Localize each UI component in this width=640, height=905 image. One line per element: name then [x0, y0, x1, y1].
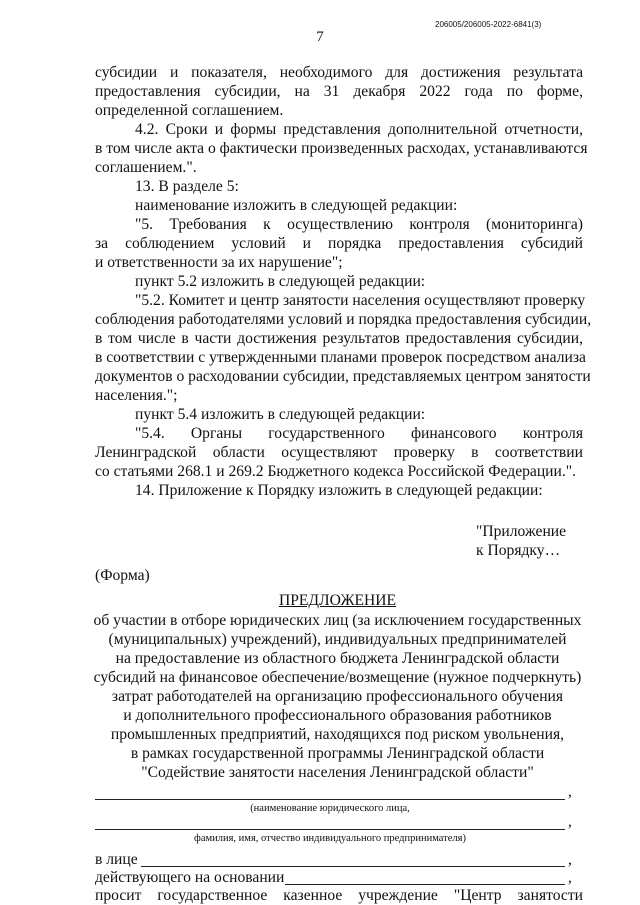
body-line: со статьями 268.1 и 269.2 Бюджетного кодекса Российской Федерации.".	[95, 463, 577, 480]
body-line: пункт 5.2 изложить в следующей редакции:	[135, 273, 426, 290]
body-line: в том числе акта о фактически произведенных расходах, устанавливаются	[95, 140, 588, 157]
form-subtitle-line: и дополнительного профессионального образования работников	[123, 707, 552, 724]
form-subtitle-line: "Содействие занятости населения Ленинградской области"	[141, 764, 534, 781]
comma: ,	[568, 869, 572, 886]
body-line: Ленинградской области осуществляют проверку в соответствии	[95, 444, 583, 461]
body-line: 14. Приложение к Порядку изложить в следующей редакции:	[135, 482, 543, 499]
form-subtitle-line: на предоставление из областного бюджета Ленинградской области	[115, 650, 560, 667]
body-line: в соответствии с утвержденными планами проверок посредством анализа	[95, 349, 586, 366]
body-line: предоставления субсидии, на 31 декабря 2022 года по форме,	[95, 83, 583, 100]
page-number: 7	[316, 29, 324, 45]
entity-name-underline[interactable]	[95, 799, 565, 800]
acting-basis-field[interactable]	[285, 884, 565, 885]
appendix-label: к Порядку…	[476, 542, 561, 559]
form-subtitle-line: об участии в отборе юридических лиц (за исключением государственных	[93, 612, 582, 629]
comma: ,	[568, 783, 572, 800]
body-line: пункт 5.4 изложить в следующей редакции:	[135, 406, 426, 423]
form-title: ПРЕДЛОЖЕНИЕ	[278, 592, 397, 609]
in-person-field[interactable]	[141, 866, 565, 867]
body-line: соглашением.".	[95, 159, 197, 176]
form-label: (Форма)	[95, 567, 150, 584]
body-line: и ответственности за их нарушение";	[95, 254, 343, 271]
body-line: определенной соглашением.	[95, 102, 284, 119]
form-subtitle-line: промышленных предприятий, находящихся под риском увольнения,	[110, 726, 565, 743]
entity-name-caption: (наименование юридического лица,	[250, 803, 410, 814]
comma: ,	[568, 813, 572, 830]
body-line: 4.2. Сроки и формы представления дополнительной отчетности,	[135, 121, 583, 138]
acting-basis-label: действующего на основании	[95, 869, 285, 886]
in-person-label: в лице	[95, 851, 138, 868]
body-line: документов о расходовании субсидии, представляемых центром занятости	[95, 368, 591, 385]
entrepreneur-name-caption: фамилия, имя, отчество индивидуального предпринимателя)	[194, 833, 466, 844]
body-line: в том числе в части достижения результатов предоставления субсидии,	[95, 330, 583, 347]
body-line: 13. В разделе 5:	[135, 178, 239, 195]
appendix-label: "Приложение	[476, 523, 567, 540]
document-id: 206005/206005-2022-6841(3)	[435, 20, 542, 29]
body-line: "5.4. Органы государственного финансового контроля	[135, 425, 583, 442]
form-subtitle-line: в рамках государственной программы Ленинградской области	[130, 745, 545, 762]
form-subtitle-line: (муниципальных) учреждений), индивидуальных предпринимателей	[108, 631, 567, 648]
comma: ,	[568, 851, 572, 868]
body-line: "5. Требования к осуществлению контроля (мониторинга)	[135, 216, 583, 233]
form-subtitle-line: затрат работодателей на организацию профессионального обучения	[111, 688, 564, 705]
body-line: "5.2. Комитет и центр занятости населения осуществляют проверку	[135, 292, 586, 309]
form-subtitle-line: субсидий на финансовое обеспечение/возмещение (нужное подчеркнуть)	[93, 669, 582, 686]
body-line: субсидии и показателя, необходимого для достижения результата	[95, 64, 583, 81]
entrepreneur-name-underline[interactable]	[95, 829, 565, 830]
request-line: просит государственное казенное учреждение "Центр занятости	[95, 887, 583, 904]
body-line: соблюдения работодателями условий и порядка предоставления субсидии,	[95, 311, 592, 328]
body-line: за соблюдением условий и порядка предоставления субсидий	[95, 235, 583, 252]
body-line: наименование изложить в следующей редакции:	[135, 197, 458, 214]
body-line: населения.";	[95, 387, 178, 404]
